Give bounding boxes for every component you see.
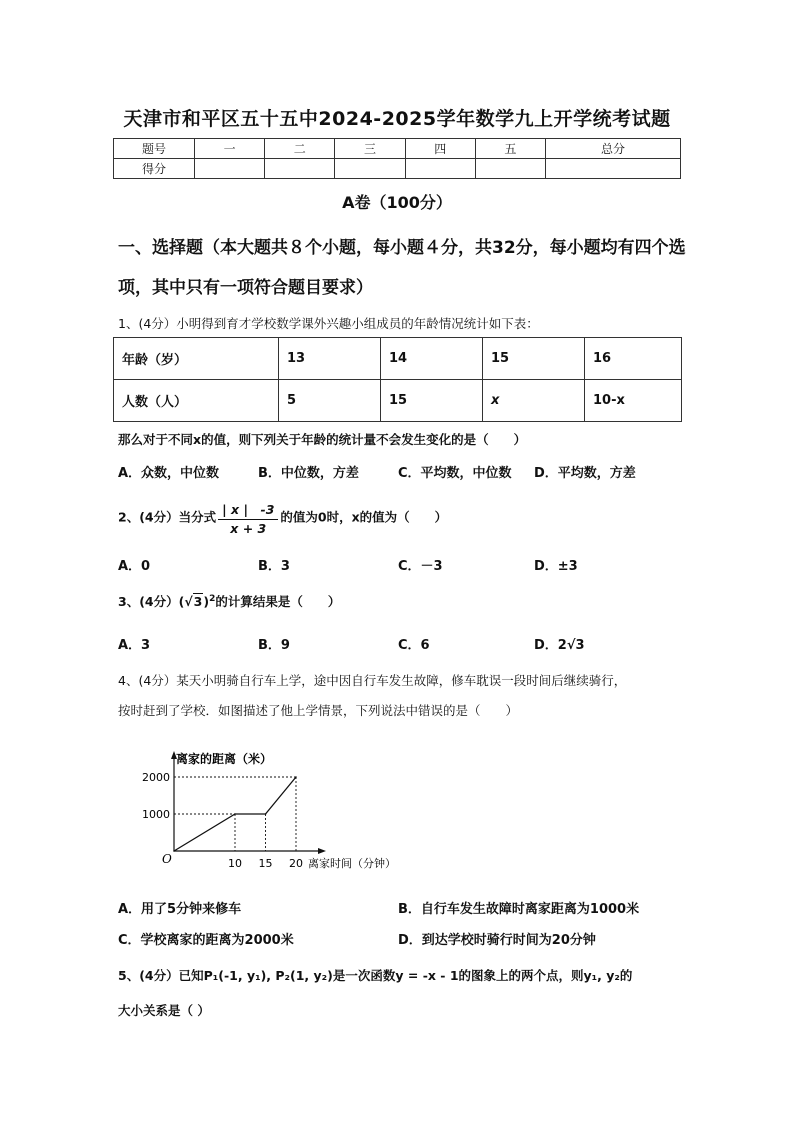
q2-numerator: | x | -3 — [218, 500, 278, 520]
q1-table-row-count — [114, 380, 682, 422]
q5-line2: 大小关系是（ ） — [118, 1003, 210, 1018]
graph-layer — [142, 751, 396, 870]
score-header-cell: 三 — [335, 139, 405, 159]
score-header-cell: 题号 — [114, 139, 195, 159]
section1-heading: 一、选择题（本大题共８个小题，每小题４分，共32分，每小题均有四个选项，其中只有一项符合题目要求） — [118, 238, 686, 298]
data-point — [295, 776, 297, 778]
q1-cell: 16 — [585, 338, 682, 380]
q3-pre: 3、(4分） — [118, 594, 179, 609]
q5-line1: 5、(4分）已知P₁(-1, y₁), P₂(1, y₂)是一次函数y = -x - 1的图象上的两个点，则y₁, y₂的 — [118, 968, 633, 983]
q2-option-d[interactable]: D．±3 — [534, 559, 578, 574]
score-row-label: 得分 — [114, 159, 195, 179]
q4-option-d[interactable]: D．到达学校时骑行时间为20分钟 — [398, 933, 596, 948]
q3-expr-close: ) — [203, 594, 210, 609]
q4-option-c[interactable]: C．学校离家的距离为2000米 — [118, 933, 294, 948]
q1-cell: 人数（人） — [114, 380, 279, 422]
score-cell — [546, 159, 681, 179]
q2-option-c[interactable]: C．－3 — [398, 559, 443, 574]
q3-stem — [118, 592, 340, 610]
score-header-cell: 四 — [405, 139, 475, 159]
y-tick-label: 2000 — [142, 771, 170, 784]
q4-stem-line2: 按时赶到了学校．如图描述了他上学情景，下列说法中错误的是（ ） — [118, 703, 519, 718]
q4-option-a[interactable]: A．用了5分钟来修车 — [118, 902, 242, 917]
score-cell — [335, 159, 405, 179]
q1-cell: 15 — [381, 380, 483, 422]
score-table — [113, 138, 681, 179]
q2-option-a[interactable]: A．0 — [118, 559, 151, 574]
x-axis-arrow — [318, 848, 326, 854]
score-header-cell: 总分 — [546, 139, 681, 159]
q3-option-d[interactable]: D．2√3 — [534, 638, 585, 653]
q3-option-b[interactable]: B．9 — [258, 638, 290, 653]
q1-option-c[interactable]: C．平均数，中位数 — [398, 466, 512, 481]
q2-stem — [118, 500, 447, 536]
score-table-header-row — [114, 139, 681, 159]
q2-denominator: x + 3 — [230, 521, 267, 536]
q4-option-b[interactable]: B．自行车发生故障时离家距离为1000米 — [398, 902, 640, 917]
q2-option-b[interactable]: B．3 — [258, 559, 290, 574]
section-a-heading: A卷（100分） — [342, 193, 452, 212]
q4-distance-time-graph — [140, 745, 430, 875]
q1-follow: 那么对于不同x的值，则下列关于年龄的统计量不会发生变化的是（ ） — [118, 432, 527, 447]
q1-stem: 1、(4分）小明得到育才学校数学课外兴趣小组成员的年龄情况统计如下表： — [118, 316, 539, 331]
score-cell — [405, 159, 475, 179]
score-cell — [195, 159, 265, 179]
q3-option-c[interactable]: C．6 — [398, 638, 430, 653]
q1-cell: 14 — [381, 338, 483, 380]
q1-cell: 13 — [279, 338, 381, 380]
exam-title: 天津市和平区五十五中2024-2025学年数学九上开学统考试题 — [123, 108, 671, 130]
q1-age-table — [113, 337, 682, 422]
y-axis-label: 离家的距离（米） — [176, 752, 273, 766]
q1-option-b[interactable]: B．中位数，方差 — [258, 466, 359, 481]
data-point — [234, 813, 236, 815]
q1-cell: 10-x — [585, 380, 682, 422]
q2-pre: 2、(4分）当分式 — [118, 509, 217, 525]
score-cell — [475, 159, 545, 179]
score-header-cell: 五 — [475, 139, 545, 159]
q1-cell: 年龄（岁） — [114, 338, 279, 380]
q1-cell: 5 — [279, 380, 381, 422]
q1-option-a[interactable]: A．众数，中位数 — [118, 466, 220, 481]
score-header-cell: 一 — [195, 139, 265, 159]
q4-stem-line1: 4、(4分）某天小明骑自行车上学，途中因自行车发生故障，修车耽误一段时间后继续骑行， — [118, 673, 627, 688]
q2-fraction — [218, 500, 278, 536]
score-table-score-row — [114, 159, 681, 179]
q3-post: 的计算结果是（ ） — [215, 594, 341, 609]
x-tick-label: 20 — [289, 857, 303, 870]
x-tick-label: 15 — [258, 857, 273, 870]
q1-cell: x — [483, 380, 585, 422]
y-tick-label: 1000 — [142, 808, 170, 821]
q3-expr-open: (√ — [178, 594, 193, 609]
x-axis-label: 离家时间（分钟） — [308, 857, 396, 870]
q3-radicand: 3 — [193, 594, 203, 609]
q1-table-row-age — [114, 338, 682, 380]
score-cell — [265, 159, 335, 179]
data-point — [173, 850, 175, 852]
score-header-cell: 二 — [265, 139, 335, 159]
q3-option-a[interactable]: A．3 — [118, 638, 151, 653]
q3-power: 2 — [209, 593, 216, 604]
q1-option-d[interactable]: D．平均数，方差 — [534, 466, 636, 481]
origin-label: O — [162, 852, 172, 866]
data-point — [265, 813, 267, 815]
x-tick-label: 10 — [228, 857, 242, 870]
q2-post: 的值为0时，x的值为（ ） — [280, 509, 448, 525]
q1-cell: 15 — [483, 338, 585, 380]
